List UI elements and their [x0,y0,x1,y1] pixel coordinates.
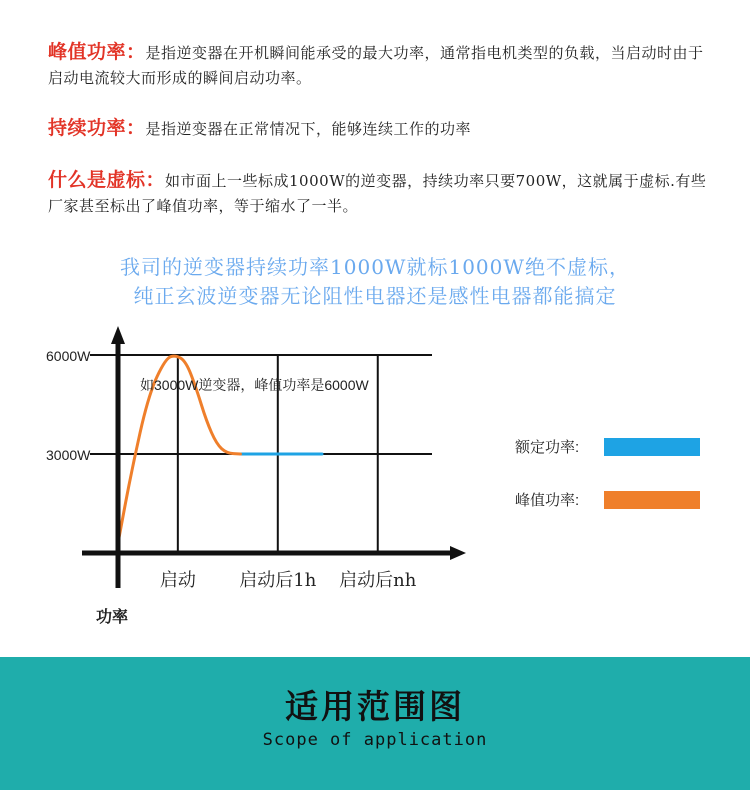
footer-banner [0,657,750,790]
continuous-power-definition [48,116,718,142]
footer-title: 适用范围图 [285,687,465,726]
x-tick-1: 启动 [159,570,196,591]
continuous-power-term: 持续功率： [48,117,146,139]
legend-label-1: 额定功率: [515,439,580,456]
peak-power-text: 是指逆变器在开机瞬间能承受的最大功率，通常指电机类型的负载，当启动时由于启动电流较大而形成的瞬间启动功率。 [48,44,704,87]
footer-subtitle: Scope of application [262,730,488,750]
chart-y-tick-labels [46,348,91,463]
x-tick-3: 启动后nh [339,570,417,591]
highlight-line-1: 我司的逆变器持续功率1000W就标1000W绝不虚标， [120,255,630,279]
fake-rating-definition [48,168,718,219]
legend-swatch-2 [604,491,700,509]
y-axis-arrow [111,326,125,344]
chart-x-tick-labels [160,570,417,591]
y-tick-3000: 3000W [46,447,91,463]
legend-swatch-1 [604,438,700,456]
fake-rating-text: 如市面上一些标成1000W的逆变器，持续功率只要700W，这就属于虚标.有些厂家甚至标出了峰值功率，等于缩水了一半。 [48,172,707,215]
x-axis-arrow [450,546,466,560]
highlight-line-2: 纯正玄波逆变器无论阻性电器还是感性电器都能搞定 [133,284,617,308]
y-axis-label: 功率 [96,609,129,626]
peak-power-term: 峰值功率： [48,41,146,63]
chart-legend [515,438,700,509]
peak-power-definition [48,40,718,91]
chart-title: 如3000W逆变器，峰值功率是6000W [140,377,369,393]
chart-gridlines [90,355,432,454]
power-chart [0,320,750,640]
x-tick-2: 启动后1h [239,570,317,591]
fake-rating-term: 什么是虚标： [48,169,166,191]
legend-label-2: 峰值功率: [515,492,580,509]
y-tick-6000: 6000W [46,348,91,364]
continuous-power-text: 是指逆变器在正常情况下，能够连续工作的功率 [145,120,472,138]
